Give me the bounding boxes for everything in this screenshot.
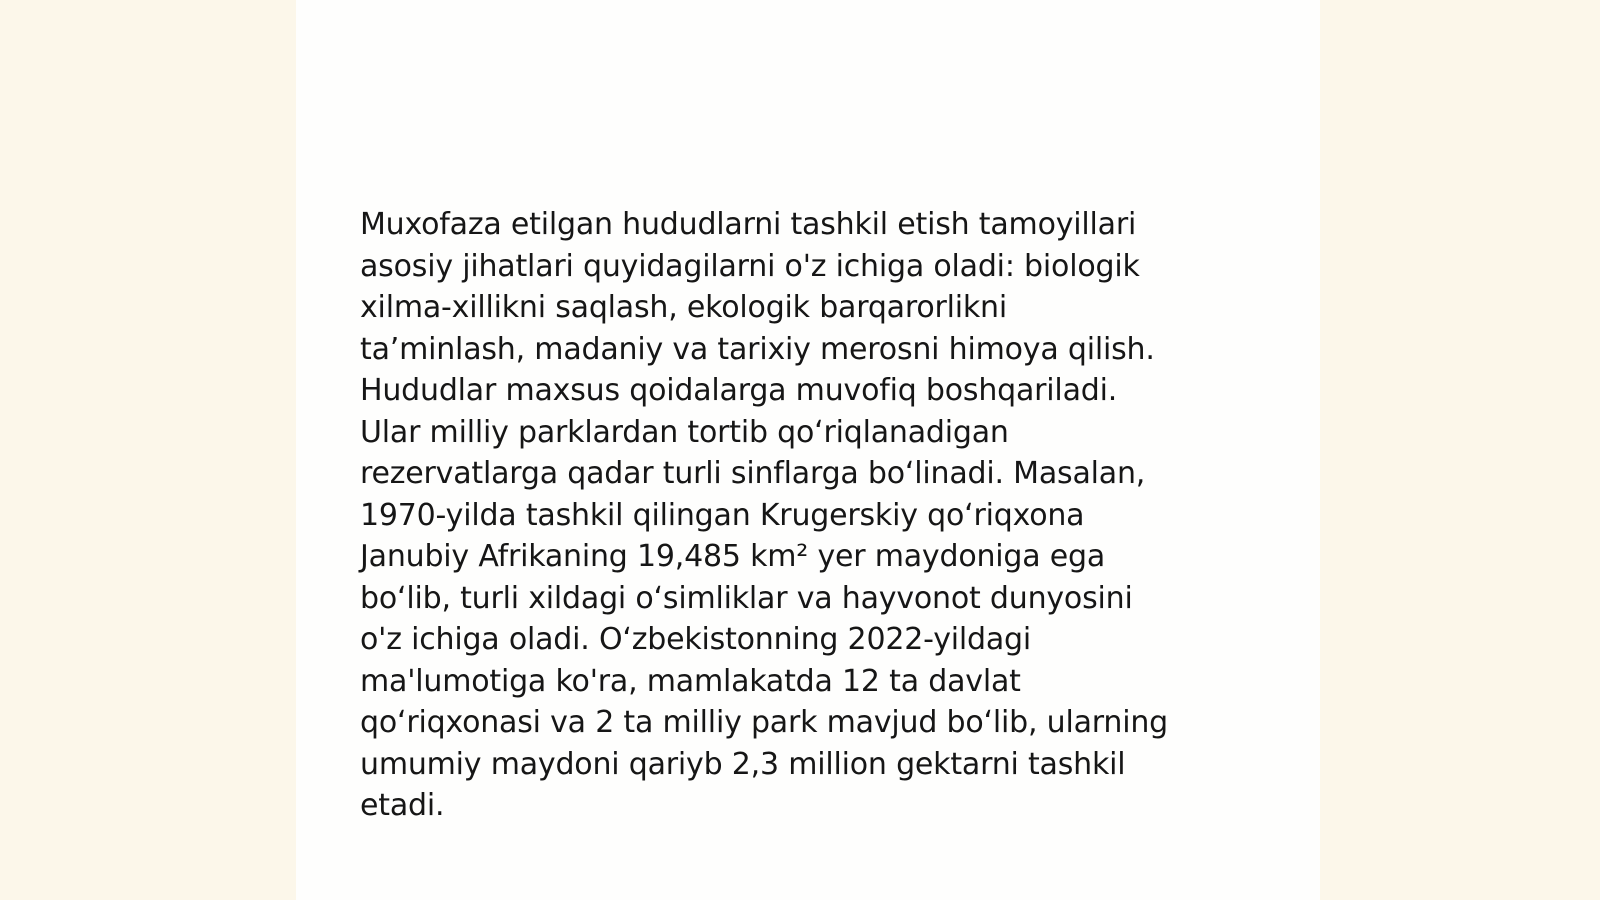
- paragraph-line: umumiy maydoni qariyb 2,3 million gektarni tashkil: [360, 746, 1126, 782]
- paragraph-line: Hududlar maxsus qoidalarga muvofiq boshqariladi.: [360, 373, 1118, 408]
- paragraph-line: ta’minlash, madaniy va tarixiy merosni himoya qilish.: [360, 331, 1155, 367]
- paragraph-line: qo‘riqxonasi va 2 ta milliy park mavjud bo‘lib, ularning: [360, 705, 1168, 740]
- document-page: [296, 0, 1320, 900]
- paragraph-line: rezervatlarga qadar turli sinflarga bo‘linadi. Masalan,: [360, 456, 1146, 491]
- body-paragraph: [360, 204, 1260, 827]
- paragraph-line: 1970-yilda tashkil qilingan Krugerskiy qo‘riqxona: [360, 497, 1085, 533]
- paragraph-line: Muxofaza etilgan hududlarni tashkil etish tamoyillari: [360, 207, 1137, 242]
- paragraph-line: xilma-xillikni saqlash, ekologik barqarorlikni: [360, 290, 1008, 325]
- paragraph-line: asosiy jihatlari quyidagilarni o'z ichiga oladi: biologik: [360, 248, 1140, 284]
- paragraph-line: ma'lumotiga ko'ra, mamlakatda 12 ta davlat: [360, 663, 1021, 699]
- paragraph-line: o'z ichiga oladi. O‘zbekistonning 2022-yildagi: [360, 622, 1032, 657]
- paragraph-line: Ular milliy parklardan tortib qo‘riqlanadigan: [360, 414, 1009, 450]
- paragraph-line: etadi.: [360, 788, 445, 823]
- paragraph-line: Janubiy Afrikaning 19,485 km² yer maydoniga ega: [360, 539, 1106, 574]
- paragraph-line: bo‘lib, turli xildagi o‘simliklar va hayvonot dunyosini: [360, 580, 1133, 616]
